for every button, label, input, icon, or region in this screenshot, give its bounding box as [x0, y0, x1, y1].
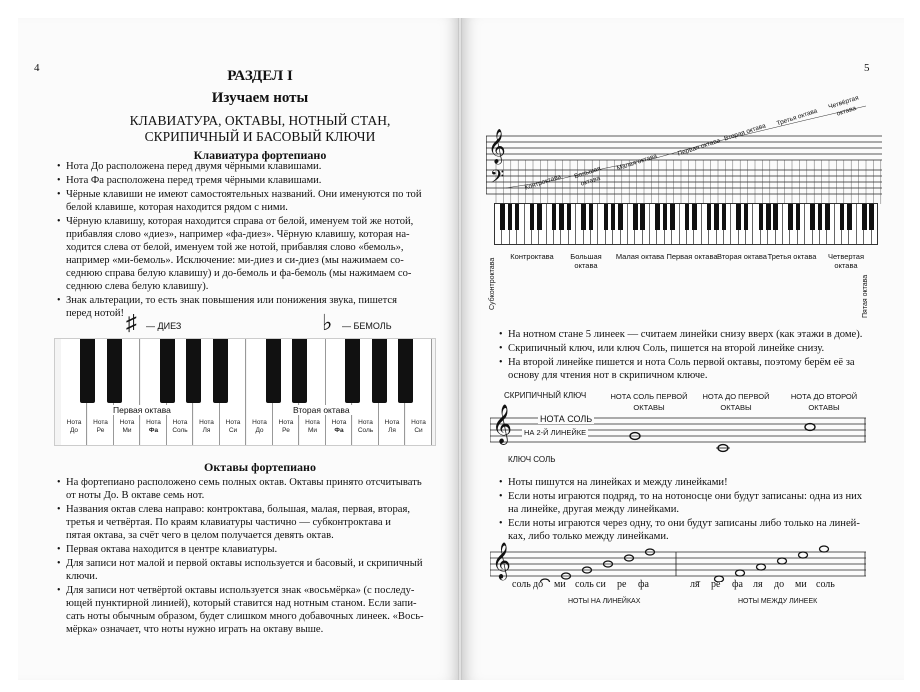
- section-heading: РАЗДЕЛ I: [227, 68, 293, 84]
- key-prefix: Нота: [252, 419, 267, 426]
- sharp-icon: ♯: [126, 310, 137, 335]
- black-key: [186, 339, 201, 403]
- black-key: [618, 204, 623, 230]
- note-name-on-line: ре: [617, 579, 627, 590]
- bullet-line: Первая октава находится в центре клавиатуры.: [66, 544, 278, 555]
- bullet-line: белой клавише, которая находится рядом с ними.: [66, 202, 288, 213]
- bullet-line: третья и четвёртая. По краям клавиатуры частично — субконтроктава и: [66, 517, 391, 528]
- bullet-line: Чёрную клавишу, которая находится справа от белой, именуем той же нотой,: [66, 216, 414, 227]
- black-key: [714, 204, 719, 230]
- key-note-name: Ля: [388, 427, 396, 434]
- on-second-line-label: НА 2-Й ЛИНЕЙКЕ: [524, 428, 587, 437]
- note-head: [736, 570, 745, 576]
- black-key: [604, 204, 609, 230]
- key-note-name: Ля: [202, 427, 211, 434]
- key-prefix: Нота: [384, 419, 400, 426]
- notes-staff: [490, 534, 866, 582]
- black-key: [707, 204, 712, 230]
- key-note-name: Соль: [357, 427, 374, 434]
- black-key: [640, 204, 645, 230]
- octave-first-label: Первая октава: [110, 405, 174, 415]
- bullet-item: [57, 174, 322, 187]
- bullet-line: седнюю справа белую клавишу) и до-бемоль и фа-бемоль (мы нажимаем со-: [66, 268, 412, 279]
- key-prefix: Нота: [411, 419, 426, 426]
- note-name-on-line: фа: [638, 579, 649, 590]
- octave-top-label: Третья октава: [775, 107, 819, 128]
- black-key: [847, 204, 852, 230]
- key-note-name: Си: [228, 427, 238, 434]
- heading-keyboard: Клавиатура фортепиано: [193, 148, 327, 162]
- black-key: [766, 204, 771, 230]
- note-name-on-line: ми: [554, 579, 566, 590]
- bass-clef-icon: 𝄢: [490, 166, 505, 191]
- bullet-marker: •: [57, 558, 61, 569]
- bullet-line: сать ноты обычным образом, будет слишком много добавочных линеек. «Вось-: [66, 611, 424, 622]
- octave-second-label: Вторая октава: [290, 405, 353, 415]
- bullet-line: Для записи нот четвёртой октавы используется знак «восьмёрка» (с последу-: [66, 585, 415, 596]
- key-prefix: Нота: [278, 419, 294, 426]
- bullet-marker: •: [57, 477, 61, 488]
- sharp-label: — ДИЕЗ: [146, 321, 182, 331]
- black-key: [213, 339, 228, 403]
- bullet-line: например «ми-бемоль». Исключение: ми-диез и си-диез (мы нажимаем со-: [66, 255, 404, 266]
- bullet-line: Если ноты играются через одну, то они будут записаны либо только на линей-: [508, 518, 860, 529]
- bullet-line: На фортепиано расположено семь полных октав. Октавы принято отсчитывать: [66, 477, 422, 488]
- key-label: [379, 419, 405, 435]
- black-key: [869, 204, 874, 230]
- key-prefix: Нота: [358, 419, 373, 426]
- black-key: [345, 339, 360, 403]
- black-key: [611, 204, 616, 230]
- bullet-marker: •: [499, 343, 503, 354]
- key-label: [406, 419, 432, 435]
- black-key: [840, 204, 845, 230]
- flat-icon: ♭: [322, 310, 333, 335]
- bullet-marker: •: [57, 544, 61, 555]
- black-key: [515, 204, 520, 230]
- note-do-first-label: НОТА ДО ПЕРВОЙ ОКТАВЫ: [702, 392, 770, 412]
- bullet-line: ках, либо только между линейками.: [508, 531, 669, 542]
- key-note-name: Ре: [96, 427, 105, 434]
- treble-clef-icon: 𝄞: [488, 130, 506, 163]
- treble-clef-icon-2: 𝄞: [492, 406, 513, 443]
- black-key: [773, 204, 778, 230]
- bullet-marker: •: [57, 504, 61, 515]
- octave-bottom-label: Малая октава: [615, 252, 665, 261]
- page-title: Изучаем ноты: [211, 90, 309, 106]
- note-name-on-line: соль: [512, 579, 531, 590]
- note-head: [757, 564, 766, 570]
- key-sol-label: КЛЮЧ СОЛЬ: [508, 455, 556, 464]
- bullet-marker: •: [499, 357, 503, 368]
- octave-bottom-label: Четвертая октава: [827, 252, 865, 270]
- key-prefix: Нота: [93, 419, 108, 426]
- black-key: [685, 204, 690, 230]
- bullet-line: перед нотой!: [66, 308, 125, 319]
- black-key: [759, 204, 764, 230]
- black-key: [692, 204, 697, 230]
- bullet-line: Нота До расположена перед двумя чёрными клавишами.: [66, 161, 322, 172]
- black-key: [663, 204, 668, 230]
- bullet-line: седнюю слева белую клавишу).: [66, 281, 209, 292]
- bullet-item: [57, 557, 423, 583]
- flat-label: — БЕМОЛЬ: [342, 321, 392, 331]
- key-note-name: Фа: [148, 427, 159, 434]
- octave-top-label: Большая октава: [573, 165, 602, 188]
- note-head: [820, 546, 829, 552]
- black-key: [633, 204, 638, 230]
- key-prefix: Нота: [66, 419, 82, 426]
- treble-clef-icon-3: 𝄞: [492, 542, 511, 578]
- bullet-line: Знак альтерации, то есть знак повышения или понижения звука, пишется: [66, 295, 397, 306]
- key-note-name: Фа: [334, 427, 344, 434]
- key-label: [353, 419, 379, 435]
- key-label: [88, 419, 114, 435]
- bullet-marker: •: [57, 175, 61, 186]
- black-key: [537, 204, 542, 230]
- bullet-marker: •: [57, 295, 61, 306]
- black-key: [508, 204, 513, 230]
- black-key: [655, 204, 660, 230]
- black-key: [589, 204, 594, 230]
- key-prefix: Нота: [225, 419, 241, 426]
- black-key: [266, 339, 281, 403]
- subtitle-line-1: КЛАВИАТУРА, ОКТАВЫ, НОТНЫЙ СТАН,: [129, 113, 391, 128]
- bullet-line: ключи.: [66, 571, 98, 582]
- bullet-line: на линейке, другая между линейками.: [508, 504, 680, 515]
- key-note-name: Ми: [307, 427, 318, 434]
- black-key: [107, 339, 122, 403]
- fifth-octave-label: Пятая октава: [862, 274, 869, 318]
- bullet-item: [57, 584, 424, 636]
- note-name-between: ля: [753, 579, 763, 590]
- note-name-between: фа: [732, 579, 743, 590]
- note-name-between: соль: [816, 579, 835, 590]
- bullet-item: [57, 503, 410, 542]
- note-head: [799, 552, 808, 558]
- subcontra-label: Субконтроктава: [489, 257, 496, 310]
- key-label: [300, 419, 326, 435]
- black-key: [862, 204, 867, 230]
- bullet-line: Ноты пишутся на линейках и между линейками!: [508, 477, 728, 488]
- note-name-between: ми: [795, 579, 807, 590]
- bullet-line: На второй линейке пишется и нота Соль первой октавы, поэтому берём её за: [508, 357, 855, 368]
- note-name-on-line: до: [533, 579, 544, 590]
- note-do-second-label: НОТА ДО ВТОРОЙ ОКТАВЫ: [790, 392, 858, 412]
- black-key: [810, 204, 815, 230]
- bullet-line: Для записи нот малой и первой октавы используется и басовый, и скрипичный: [66, 558, 423, 569]
- key-label: [194, 419, 220, 435]
- caption-notes-between: НОТЫ МЕЖДУ ЛИНЕЕК: [738, 598, 818, 605]
- black-key: [292, 339, 307, 403]
- key-note-name: До: [255, 427, 264, 434]
- note-name-on-line: си: [596, 579, 606, 590]
- bullet-line: прибавляя слово «диез», например «фа-диез». Чёрную клавишу, которая на-: [66, 229, 410, 240]
- black-key: [818, 204, 823, 230]
- bullet-marker: •: [57, 216, 61, 227]
- bullet-marker: •: [499, 491, 503, 502]
- key-note-name: До: [69, 427, 79, 434]
- key-label: [61, 419, 87, 435]
- bullet-line: ющей пунктирной линией), который ставится над нотным станом. Если запи-: [66, 598, 417, 609]
- bullet-line: ходится слева от белой, именуем той же нотой, прибавляя слово «бемоль»,: [66, 242, 404, 253]
- key-label: [141, 419, 167, 435]
- black-key: [825, 204, 830, 230]
- black-key: [160, 339, 175, 403]
- note-name-between: ля: [690, 579, 700, 590]
- piano-keyboard-illustration: [54, 338, 436, 446]
- bullet-line: пятая октава, за счёт чего в целом получается девять октав.: [66, 530, 334, 541]
- octave-bottom-label: Контроктава: [510, 252, 554, 261]
- bullet-marker: •: [57, 161, 61, 172]
- key-prefix: Нота: [199, 419, 214, 426]
- black-key: [736, 204, 741, 230]
- octave-top-label: Четвёртая октава: [827, 94, 860, 118]
- key-label: [273, 419, 299, 435]
- bullet-line: основу для чтения нот в скрипичном ключе.: [508, 370, 708, 381]
- note-name-between: до: [774, 579, 785, 590]
- note-sol-label: НОТА СОЛЬ: [540, 414, 593, 424]
- bullet-line: Скрипичный ключ, или ключ Соль, пишется на второй линейке снизу.: [508, 343, 825, 354]
- octave-bottom-label: Третья октава: [767, 252, 817, 261]
- key-label: [326, 419, 352, 435]
- black-key: [788, 204, 793, 230]
- bullet-marker: •: [57, 585, 61, 596]
- octave-top-label: Контроктава: [524, 173, 562, 192]
- octave-bottom-label: Вторая октава: [717, 252, 767, 261]
- heading-octaves: Октавы фортепиано: [204, 460, 316, 474]
- black-key: [552, 204, 557, 230]
- black-key: [80, 339, 95, 403]
- bullet-marker: •: [499, 518, 503, 529]
- bullet-line: Если ноты играются подряд, то на нотоносце они будут записаны: одна из них: [508, 491, 863, 502]
- note-name-on-line: соль: [575, 579, 594, 590]
- bullet-item: [57, 476, 422, 502]
- key-label: [114, 419, 140, 435]
- black-key: [567, 204, 572, 230]
- black-key: [372, 339, 387, 403]
- bullet-item: [499, 342, 825, 355]
- key-prefix: Нота: [172, 419, 188, 426]
- bullet-line: Нота Фа расположена перед тремя чёрными клавишами.: [66, 175, 322, 186]
- bullet-item: [499, 328, 863, 341]
- black-key: [670, 204, 675, 230]
- bullet-item: [499, 490, 863, 516]
- bullet-item: [57, 543, 278, 556]
- key-note-name: Си: [414, 427, 423, 434]
- bullet-marker: •: [499, 329, 503, 340]
- black-key: [796, 204, 801, 230]
- key-prefix: Нота: [146, 419, 161, 426]
- octave-bottom-label: Большая октава: [570, 252, 602, 270]
- bullet-line: от ноты До. В октаве семь нот.: [66, 490, 205, 501]
- bullet-line: Названия октав слева направо: контроктава, большая, малая, первая, вторая,: [66, 504, 410, 515]
- page-number-right: 5: [864, 62, 870, 74]
- bullet-item: [57, 294, 397, 320]
- key-label: [220, 419, 246, 435]
- note-sol-first-label: НОТА СОЛЬ ПЕРВОЙ ОКТАВЫ: [610, 392, 688, 412]
- octave-top-label: Вторая октава: [723, 122, 767, 143]
- black-key: [500, 204, 505, 230]
- note-head: [778, 558, 787, 564]
- bullet-item: [499, 356, 855, 382]
- black-key: [398, 339, 413, 403]
- key-prefix: Нота: [305, 419, 320, 426]
- page-number-left: 4: [34, 62, 40, 74]
- bullet-line: мёрка» означает, что ноты нужно играть на октаву выше.: [66, 624, 324, 635]
- bullet-item: [57, 160, 322, 173]
- key-prefix: Нота: [331, 419, 347, 426]
- subtitle-line-2: СКРИПИЧНЫЙ И БАСОВЫЙ КЛЮЧИ: [144, 129, 376, 144]
- bullet-item: [57, 188, 422, 214]
- key-note-name: Соль: [172, 427, 188, 434]
- bullet-marker: •: [499, 477, 503, 488]
- octave-top-label: Малая октава: [615, 152, 658, 173]
- key-note-name: Ре: [282, 427, 290, 434]
- key-label: [247, 419, 273, 435]
- treble-clef-label: СКРИПИЧНЫЙ КЛЮЧ: [504, 391, 587, 400]
- black-key: [581, 204, 586, 230]
- full-keyboard-illustration: [494, 203, 878, 245]
- bullet-marker: •: [57, 189, 61, 200]
- bullet-line: Чёрные клавиши не имеют самостоятельных названий. Они именуются по той: [66, 189, 422, 200]
- key-prefix: Нота: [119, 419, 135, 426]
- key-note-name: Ми: [122, 427, 132, 434]
- black-key: [559, 204, 564, 230]
- black-key: [530, 204, 535, 230]
- note-name-between: ре: [711, 579, 721, 590]
- bullet-item: [57, 215, 414, 293]
- octave-top-label: Первая октава: [676, 137, 722, 158]
- bullet-line: На нотном стане 5 линеек — считаем линейки снизу вверх (как этажи в доме).: [508, 329, 863, 340]
- octave-bottom-label: Первая октава: [666, 252, 718, 261]
- black-key: [744, 204, 749, 230]
- bullet-item: [499, 476, 728, 489]
- caption-notes-on-lines: НОТЫ НА ЛИНЕЙКАХ: [568, 598, 641, 605]
- black-key: [722, 204, 727, 230]
- key-label: [167, 419, 193, 435]
